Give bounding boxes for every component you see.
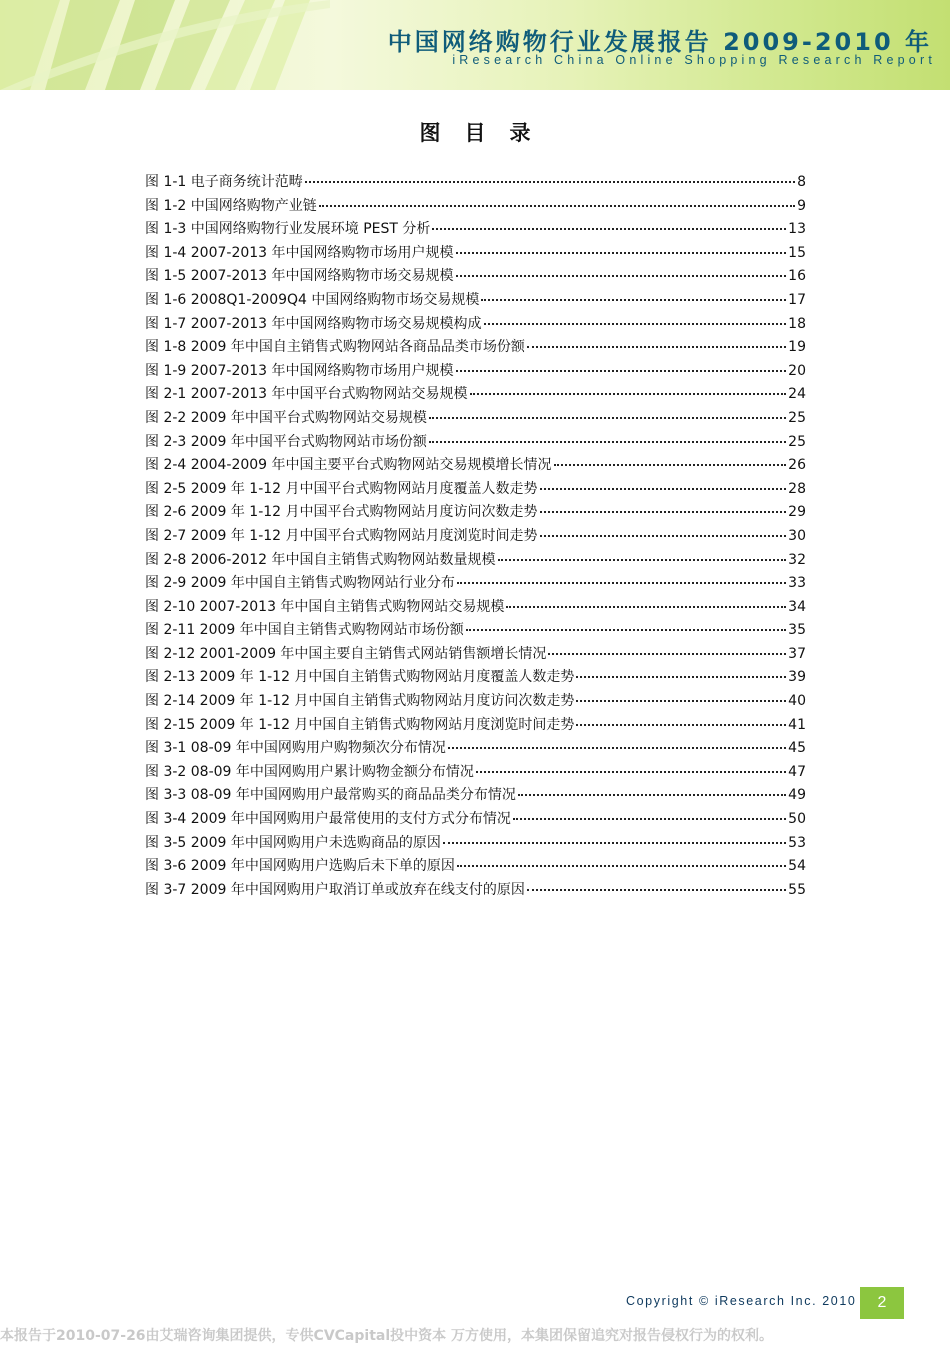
report-header: [0, 0, 950, 90]
toc-entry-label: 图 2-5 2009 年 1-12 月中国平台式购物网站月度覆盖人数走势: [145, 480, 538, 497]
toc-entry-label: 图 2-12 2001-2009 年中国主要自主销售式网站销售额增长情况: [145, 645, 547, 662]
toc-entry-page: 28: [788, 480, 806, 497]
toc-entry[interactable]: [145, 336, 806, 360]
toc-entry-page: 32: [788, 551, 806, 568]
dot-leader: [576, 724, 786, 726]
toc-entry-label: 图 3-2 08-09 年中国网购用户累计购物金额分布情况: [145, 763, 474, 780]
toc-entry-label: 图 1-9 2007-2013 年中国网络购物市场用户规模: [145, 362, 454, 379]
dot-leader: [432, 228, 786, 230]
toc-entry-page: 37: [788, 645, 806, 662]
toc-entry[interactable]: [145, 313, 806, 337]
toc-entry-label: 图 1-3 中国网络购物行业发展环境 PEST 分析: [145, 221, 431, 238]
toc-entry-page: 25: [788, 409, 806, 426]
dot-leader: [466, 629, 786, 631]
dot-leader: [457, 582, 786, 584]
toc-entry-page: 47: [788, 763, 806, 780]
toc-entry-label: 图 2-9 2009 年中国自主销售式购物网站行业分布: [145, 575, 455, 592]
toc-entry-label: 图 3-6 2009 年中国网购用户选购后未下单的原因: [145, 858, 455, 875]
toc-entry-page: 19: [788, 339, 806, 356]
toc-entry-page: 8: [797, 174, 806, 190]
toc-entry[interactable]: [145, 525, 806, 549]
dot-leader: [548, 653, 786, 655]
toc-entry[interactable]: [145, 761, 806, 785]
dot-leader: [498, 559, 787, 561]
toc-entry[interactable]: [145, 407, 806, 431]
toc-entry-page: 34: [788, 598, 806, 615]
page-number-badge: 2: [860, 1287, 904, 1319]
toc-entry-label: 图 2-7 2009 年 1-12 月中国平台式购物网站月度浏览时间走势: [145, 527, 538, 544]
dot-leader: [576, 700, 786, 702]
toc-entry-page: 40: [788, 693, 806, 710]
toc-entry[interactable]: [145, 195, 806, 219]
toc-entry[interactable]: [145, 431, 806, 455]
toc-entry[interactable]: [145, 289, 806, 313]
dot-leader: [476, 771, 786, 773]
report-title: 中国网络购物行业发展报告 2009-2010 年: [387, 28, 932, 56]
toc-entry[interactable]: [145, 643, 806, 667]
toc-entry[interactable]: [145, 265, 806, 289]
dot-leader: [456, 370, 787, 372]
toc-entry[interactable]: [145, 808, 806, 832]
toc-entry-label: 图 2-2 2009 年中国平台式购物网站交易规模: [145, 409, 427, 426]
toc-entry-page: 26: [788, 457, 806, 474]
toc-entry[interactable]: [145, 855, 806, 879]
toc-entry[interactable]: [145, 784, 806, 808]
toc-entry-label: 图 3-7 2009 年中国网购用户取消订单或放弃在线支付的原因: [145, 881, 525, 898]
toc-entry[interactable]: [145, 171, 806, 195]
toc-entry-page: 53: [788, 834, 806, 851]
toc-entry[interactable]: [145, 596, 806, 620]
toc-entry-label: 图 2-14 2009 年 1-12 月中国自主销售式购物网站月度访问次数走势: [145, 693, 575, 710]
dot-leader: [429, 441, 786, 443]
toc-entry[interactable]: [145, 572, 806, 596]
toc-entry-page: 41: [788, 716, 806, 733]
toc-entry-label: 图 2-1 2007-2013 年中国平台式购物网站交易规模: [145, 386, 468, 403]
page-title: 图目录: [419, 121, 555, 145]
toc-entry-label: 图 2-11 2009 年中国自主销售式购物网站市场份额: [145, 622, 464, 639]
toc-entry-page: 16: [788, 268, 806, 285]
toc-entry[interactable]: [145, 478, 806, 502]
dot-leader: [481, 299, 786, 301]
toc-entry-page: 35: [788, 622, 806, 639]
dot-leader: [527, 346, 786, 348]
toc-entry-label: 图 2-8 2006-2012 年中国自主销售式购物网站数量规模: [145, 551, 496, 568]
dot-leader: [470, 393, 787, 395]
toc-entry-label: 图 2-10 2007-2013 年中国自主销售式购物网站交易规模: [145, 598, 505, 615]
toc-entry-page: 15: [788, 244, 806, 261]
toc-entry-page: 30: [788, 527, 806, 544]
toc-entry-page: 18: [788, 315, 806, 332]
toc-entry-page: 55: [788, 881, 806, 898]
toc-entry-label: 图 3-3 08-09 年中国网购用户最常购买的商品品类分布情况: [145, 787, 516, 804]
toc-entry[interactable]: [145, 666, 806, 690]
toc-entry[interactable]: [145, 714, 806, 738]
toc-entry-page: 25: [788, 433, 806, 450]
toc-entry[interactable]: [145, 832, 806, 856]
toc-entry-label: 图 2-6 2009 年 1-12 月中国平台式购物网站月度访问次数走势: [145, 504, 538, 521]
toc-entry-page: 9: [797, 197, 806, 214]
toc-entry-page: 17: [788, 291, 806, 308]
toc-entry[interactable]: [145, 242, 806, 266]
toc-entry-page: 49: [788, 787, 806, 804]
dot-leader: [540, 488, 787, 490]
dot-leader: [518, 794, 786, 796]
toc-entry[interactable]: [145, 690, 806, 714]
dot-leader: [484, 323, 787, 325]
toc-entry-label: 图 2-3 2009 年中国平台式购物网站市场份额: [145, 433, 427, 450]
dot-leader: [456, 252, 787, 254]
toc-entry[interactable]: [145, 619, 806, 643]
toc-entry-page: 39: [788, 669, 806, 686]
toc-entry-label: 图 1-8 2009 年中国自主销售式购物网站各商品品类市场份额: [145, 339, 525, 356]
toc-entry-page: 13: [788, 221, 806, 238]
toc-entry-label: 图 1-5 2007-2013 年中国网络购物市场交易规模: [145, 268, 454, 285]
toc-entry-label: 图 2-13 2009 年 1-12 月中国自主销售式购物网站月度覆盖人数走势: [145, 669, 575, 686]
toc-entry-label: 图 3-4 2009 年中国网购用户最常使用的支付方式分布情况: [145, 811, 511, 828]
dot-leader: [506, 606, 786, 608]
toc-entry-page: 54: [788, 858, 806, 875]
toc-entry[interactable]: [145, 218, 806, 242]
dot-leader: [540, 511, 787, 513]
dot-leader: [457, 865, 786, 867]
dot-leader: [540, 535, 787, 537]
dot-leader: [443, 842, 786, 844]
dot-leader: [448, 747, 786, 749]
toc-entry-label: 图 1-7 2007-2013 年中国网络购物市场交易规模构成: [145, 315, 482, 332]
report-subtitle: iResearch China Online Shopping Research Report: [452, 53, 936, 67]
toc-entry-label: 图 3-1 08-09 年中国网购用户购物频次分布情况: [145, 740, 446, 757]
toc-entry[interactable]: [145, 454, 806, 478]
dot-leader: [456, 275, 787, 277]
toc-entry-label: 图 1-6 2008Q1-2009Q4 中国网络购物市场交易规模: [145, 291, 480, 308]
dot-leader: [429, 417, 786, 419]
watermark-note: 本报告于2010-07-26由艾瑞咨询集团提供，专供CVCapital投中资本 万方使用，本集团保留追究对报告侵权行为的权利。: [0, 1328, 774, 1344]
toc-entry-label: 图 2-15 2009 年 1-12 月中国自主销售式购物网站月度浏览时间走势: [145, 716, 575, 733]
toc-entry[interactable]: [145, 360, 806, 384]
dot-leader: [527, 889, 786, 891]
toc-entry[interactable]: [145, 501, 806, 525]
toc-entry[interactable]: [145, 879, 806, 903]
toc-entry-page: 29: [788, 504, 806, 521]
dot-leader: [513, 818, 786, 820]
toc-entry-label: 图 1-2 中国网络购物产业链: [145, 197, 317, 214]
toc-entry-label: 图 3-5 2009 年中国网购用户未选购商品的原因: [145, 834, 441, 851]
toc-entry-page: 24: [788, 386, 806, 403]
dot-leader: [305, 181, 795, 183]
toc-entry-label: 图 2-4 2004-2009 年中国主要平台式购物网站交易规模增长情况: [145, 457, 552, 474]
toc-entry[interactable]: [145, 549, 806, 573]
dot-leader: [319, 205, 795, 207]
toc-entry[interactable]: [145, 737, 806, 761]
dot-leader: [576, 676, 786, 678]
toc-entry-label: 图 1-1 电子商务统计范畴: [145, 174, 303, 190]
copyright-notice: Copyright © iResearch Inc. 2010: [626, 1294, 857, 1308]
figure-index: [145, 171, 806, 902]
toc-entry[interactable]: [145, 383, 806, 407]
toc-entry-page: 45: [788, 740, 806, 757]
toc-entry-label: 图 1-4 2007-2013 年中国网络购物市场用户规模: [145, 244, 454, 261]
toc-entry-page: 33: [788, 575, 806, 592]
toc-entry-page: 50: [788, 811, 806, 828]
dot-leader: [554, 464, 787, 466]
toc-entry-page: 20: [788, 362, 806, 379]
